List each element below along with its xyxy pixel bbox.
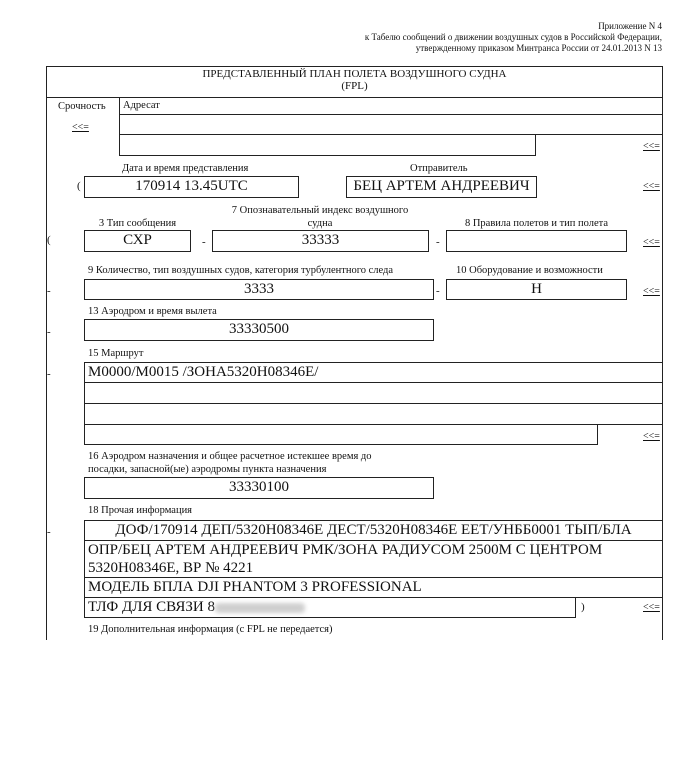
eol-marker: <<= (643, 286, 660, 297)
addressee-line-2[interactable] (119, 134, 536, 156)
f19-label: 19 Дополнительная информация (с FPL не передается) (88, 624, 333, 635)
open-paren: ( (47, 234, 51, 246)
f16-label-2: посадки, запасной(ые) аэродромы пункта назначения (88, 464, 327, 475)
f8-label: 8 Правила полетов и тип полета (464, 218, 609, 229)
frame-top (46, 66, 663, 67)
f18-line-4[interactable] (84, 597, 576, 618)
f18-line-2a: ОПР/БЕЦ АРТЕМ АНДРЕЕВИЧ РМК/ЗОНА РАДИУСОМ 2500М С ЦЕНТРОМ (88, 542, 603, 558)
f18-line-3[interactable]: МОДЕЛЬ БПЛА DJI PHANTOM 3 PROFESSIONAL (84, 577, 663, 598)
priority-label: Срочность (58, 101, 106, 112)
f15-label: 15 Маршрут (88, 348, 144, 359)
appendix-ref: к Табелю сообщений о движении воздушных судов в Российской Федерации, (364, 32, 662, 42)
filing-time-field[interactable]: 170914 13.45UTC (84, 176, 299, 198)
f13-field[interactable]: 33330500 (84, 319, 434, 341)
f10-field[interactable]: Н (446, 279, 627, 300)
filing-time-label: Дата и время представления (122, 163, 249, 174)
f18-line-1[interactable]: ДОФ/170914 ДЕП/5320Н08346Е ДЕСТ/5320Н08346Е ЕЕТ/УНББ0001 ТЫП/БЛА (84, 520, 663, 541)
f7-label-2: судна (307, 218, 333, 229)
f7-field[interactable]: 33333 (212, 230, 429, 252)
eol-marker: <<= (72, 122, 89, 133)
separator-dash: - (436, 236, 440, 248)
f8-field[interactable] (446, 230, 627, 252)
addressee-label-cell (119, 97, 663, 115)
originator-label: Отправитель (410, 163, 468, 174)
frame-left (46, 66, 47, 640)
separator-dash: - (47, 368, 51, 380)
f15-line-2[interactable] (84, 382, 663, 404)
form-title: ПРЕДСТАВЛЕННЫЙ ПЛАН ПОЛЕТА ВОЗДУШНОГО СУДНА (202, 68, 507, 80)
separator-dash: - (47, 526, 51, 538)
separator-dash: - (47, 326, 51, 338)
originator-field[interactable]: БЕЦ АРТЕМ АНДРЕЕВИЧ (346, 176, 537, 198)
f18-line-2b: 5320Н08346Е, ВР № 4221 (88, 560, 254, 576)
separator-dash: - (47, 285, 51, 297)
addressee-line-1[interactable] (119, 114, 663, 135)
f10-label: 10 Оборудование и возможности (456, 265, 603, 276)
f18-line-2[interactable] (84, 540, 663, 578)
appendix-number: Приложение N 4 (598, 21, 662, 31)
f15-line-4[interactable] (84, 424, 598, 445)
eol-marker: <<= (643, 431, 660, 442)
f9-label: 9 Количество, тип воздушных судов, категория турбулентного следа (88, 265, 394, 276)
redacted-phone (215, 603, 305, 613)
separator-dash: - (436, 285, 440, 297)
eol-marker: <<= (643, 181, 660, 192)
f13-label: 13 Аэродром и время вылета (88, 306, 217, 317)
f3-field[interactable]: СХР (84, 230, 191, 252)
f15-line-3[interactable] (84, 403, 663, 425)
f16-label: 16 Аэродром назначения и общее расчетное истекшее время до (88, 451, 372, 462)
appendix-order: утвержденному приказом Минтранса России от 24.01.2013 N 13 (415, 43, 662, 53)
open-paren: ( (77, 180, 81, 192)
close-paren: ) (581, 601, 585, 613)
form-subtitle: (FPL) (341, 80, 368, 92)
f16-field[interactable]: 33330100 (84, 477, 434, 499)
f18-label: 18 Прочая информация (88, 505, 193, 516)
eol-marker: <<= (643, 141, 660, 152)
f7-label: 7 Опознавательный индекс воздушного (231, 205, 409, 216)
eol-marker: <<= (643, 602, 660, 613)
phone-text: ТЛФ ДЛЯ СВЯЗИ 8 (88, 599, 216, 615)
f9-field[interactable]: 3333 (84, 279, 434, 300)
separator-dash: - (202, 236, 206, 248)
f3-label: 3 Тип сообщения (98, 218, 177, 229)
addressee-label: Адресат (123, 100, 160, 111)
eol-marker: <<= (643, 237, 660, 248)
f15-line-1[interactable]: М0000/М0015 /ЗОНА5320Н08346Е/ (84, 362, 663, 383)
